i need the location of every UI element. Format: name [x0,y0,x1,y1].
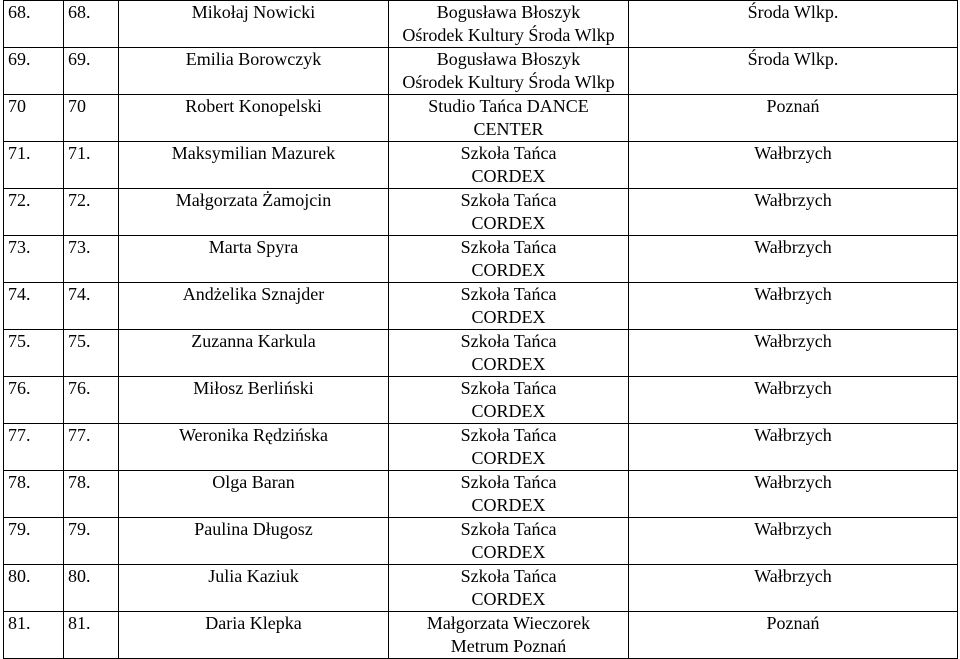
club-line-2: CORDEX [471,354,546,374]
participant-name: Weronika Rędzińska [119,424,389,471]
table-row [4,142,958,189]
club-cell [389,424,629,471]
start-number: 76. [64,377,119,424]
club-line-1: Szkoła Tańca [460,378,557,398]
club-line-1: Szkoła Tańca [460,143,557,163]
club-line-1: Szkoła Tańca [460,331,557,351]
start-number: 72. [64,189,119,236]
city: Wałbrzych [629,565,958,612]
club-cell [389,283,629,330]
city: Wałbrzych [629,377,958,424]
start-number: 70 [64,95,119,142]
city: Wałbrzych [629,424,958,471]
club-line-2: CORDEX [471,213,546,233]
club-line-1: Szkoła Tańca [460,190,557,210]
start-number: 81. [64,612,119,659]
row-ordinal: 74. [4,283,64,330]
club-line-2: Metrum Poznań [450,636,567,656]
club-cell [389,48,629,95]
table-row [4,377,958,424]
club-line-1: Szkoła Tańca [460,566,557,586]
city: Wałbrzych [629,283,958,330]
row-ordinal: 70 [4,95,64,142]
participants-table [3,0,958,659]
row-ordinal: 76. [4,377,64,424]
table-row [4,565,958,612]
club-line-1: Szkoła Tańca [460,284,557,304]
club-line-1: Małgorzata Wieczorek [426,613,591,633]
row-ordinal: 75. [4,330,64,377]
row-ordinal: 72. [4,189,64,236]
start-number: 78. [64,471,119,518]
table-row [4,236,958,283]
club-line-2: CORDEX [471,542,546,562]
participant-name: Paulina Długosz [119,518,389,565]
club-line-2: CORDEX [471,260,546,280]
start-number: 74. [64,283,119,330]
participant-name: Zuzanna Karkula [119,330,389,377]
start-number: 73. [64,236,119,283]
row-ordinal: 77. [4,424,64,471]
club-line-1: Studio Tańca DANCE [428,96,589,116]
row-ordinal: 69. [4,48,64,95]
club-line-2: CORDEX [471,589,546,609]
participant-name: Andżelika Sznajder [119,283,389,330]
club-line-2: Ośrodek Kultury Środa Wlkp [402,72,615,92]
club-cell [389,471,629,518]
club-line-2: CORDEX [471,401,546,421]
participant-name: Daria Klepka [119,612,389,659]
table-row [4,1,958,48]
row-ordinal: 68. [4,1,64,48]
city: Poznań [629,612,958,659]
row-ordinal: 79. [4,518,64,565]
city: Środa Wlkp. [629,48,958,95]
participant-name: Emilia Borowczyk [119,48,389,95]
table-row [4,283,958,330]
table-row [4,471,958,518]
club-cell [389,189,629,236]
participant-name: Małgorzata Żamojcin [119,189,389,236]
start-number: 68. [64,1,119,48]
city: Poznań [629,95,958,142]
city: Wałbrzych [629,518,958,565]
club-line-1: Szkoła Tańca [460,519,557,539]
club-line-2: CORDEX [471,166,546,186]
row-ordinal: 71. [4,142,64,189]
start-number: 71. [64,142,119,189]
club-cell [389,377,629,424]
start-number: 80. [64,565,119,612]
start-number: 77. [64,424,119,471]
table-row [4,95,958,142]
start-number: 79. [64,518,119,565]
participant-name: Marta Spyra [119,236,389,283]
row-ordinal: 80. [4,565,64,612]
club-line-1: Szkoła Tańca [460,425,557,445]
club-cell [389,142,629,189]
start-number: 75. [64,330,119,377]
club-cell [389,95,629,142]
participant-name: Julia Kaziuk [119,565,389,612]
participant-name: Maksymilian Mazurek [119,142,389,189]
club-line-2: CENTER [473,119,544,139]
club-cell [389,612,629,659]
club-cell [389,565,629,612]
table-row [4,612,958,659]
club-cell [389,1,629,48]
club-line-1: Szkoła Tańca [460,237,557,257]
city: Wałbrzych [629,330,958,377]
table-row [4,330,958,377]
participant-name: Robert Konopelski [119,95,389,142]
participant-name: Olga Baran [119,471,389,518]
table-row [4,518,958,565]
club-line-1: Bogusława Błoszyk [436,2,581,22]
city: Środa Wlkp. [629,1,958,48]
city: Wałbrzych [629,142,958,189]
row-ordinal: 78. [4,471,64,518]
table-row [4,424,958,471]
club-cell [389,330,629,377]
city: Wałbrzych [629,471,958,518]
club-line-1: Szkoła Tańca [460,472,557,492]
club-cell [389,236,629,283]
club-line-2: CORDEX [471,448,546,468]
club-cell [389,518,629,565]
club-line-2: CORDEX [471,495,546,515]
club-line-2: Ośrodek Kultury Środa Wlkp [402,25,615,45]
club-line-2: CORDEX [471,307,546,327]
participant-name: Mikołaj Nowicki [119,1,389,48]
participant-name: Miłosz Berliński [119,377,389,424]
row-ordinal: 73. [4,236,64,283]
city: Wałbrzych [629,236,958,283]
table-row [4,189,958,236]
club-line-1: Bogusława Błoszyk [436,49,581,69]
start-number: 69. [64,48,119,95]
table-row [4,48,958,95]
participants-table-body [4,1,958,659]
row-ordinal: 81. [4,612,64,659]
city: Wałbrzych [629,189,958,236]
